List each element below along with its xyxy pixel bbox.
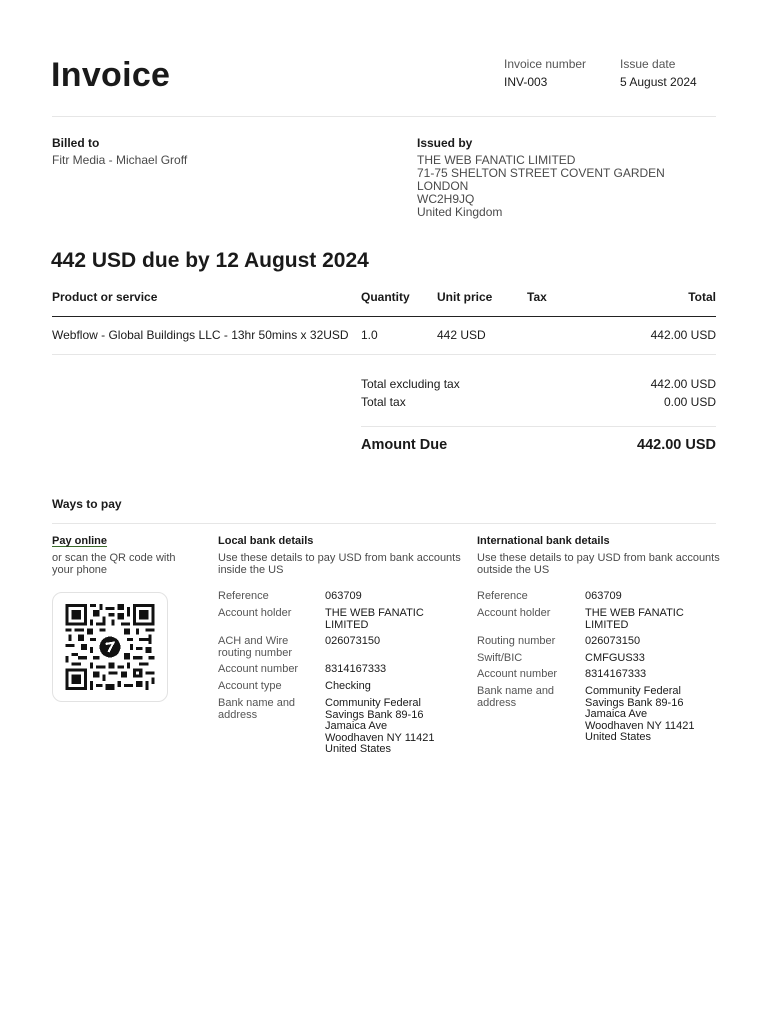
- address-line: THE WEB FANATIC LIMITED: [417, 153, 576, 167]
- summary-divider: [361, 426, 716, 427]
- intl-value: 8314167333: [585, 668, 647, 680]
- intl-bank-title: International bank details: [477, 535, 610, 547]
- local-key: Account holder: [218, 607, 292, 619]
- intl-value: CMFGUS33: [585, 652, 645, 664]
- table-header-divider: [52, 316, 716, 317]
- issue-date: 5 August 2024: [620, 75, 697, 89]
- total-tax: 0.00 USD: [663, 395, 716, 409]
- qr-code-card[interactable]: [52, 592, 168, 702]
- due-heading: 442 USD due by 12 August 2024: [51, 249, 369, 272]
- address-line: WC2H9JQ: [417, 192, 475, 206]
- intl-value: 026073150: [585, 635, 641, 647]
- intl-value: 063709: [585, 590, 622, 602]
- local-value: THE WEB FANATIC LIMITED: [325, 607, 424, 631]
- col-unit-price: Unit price: [437, 290, 493, 304]
- col-tax: Tax: [527, 290, 547, 304]
- issued-by-address: [417, 154, 665, 219]
- row-quantity: 1.0: [361, 328, 378, 342]
- amount-due-label: Amount Due: [361, 437, 448, 453]
- local-key: Account type: [218, 680, 282, 692]
- billed-to-label: Billed to: [52, 136, 100, 150]
- local-key: Bank name and address: [218, 697, 296, 721]
- row-product: Webflow - Global Buildings LLC - 13hr 50mins x 32USD: [52, 328, 349, 342]
- local-value: Checking: [325, 680, 371, 692]
- local-key: Reference: [218, 590, 269, 602]
- local-bank-desc: Use these details to pay USD from bank accounts inside the US: [218, 552, 461, 576]
- total-excl-tax: 442.00 USD: [650, 377, 716, 391]
- intl-value: THE WEB FANATIC LIMITED: [585, 607, 684, 631]
- table-row-divider: [52, 354, 716, 355]
- pay-online-link[interactable]: Pay online: [52, 535, 108, 547]
- local-bank-title: Local bank details: [218, 535, 314, 547]
- local-value: 063709: [325, 590, 362, 602]
- total-tax-label: Total tax: [361, 395, 406, 409]
- intl-key: Account number: [477, 668, 558, 680]
- amount-due: 442.00 USD: [637, 437, 716, 453]
- invoice-number: INV-003: [504, 75, 548, 89]
- ways-to-pay-divider: [52, 523, 716, 524]
- intl-key: Bank name and address: [477, 685, 555, 709]
- invoice-number-label: Invoice number: [504, 57, 587, 71]
- local-value: Community Federal Savings Bank 89-16 Jamaica Ave Woodhaven NY 11421 United States: [325, 697, 435, 755]
- header-divider: [52, 116, 716, 117]
- address-line: United Kingdom: [417, 205, 503, 219]
- intl-bank-desc: Use these details to pay USD from bank accounts outside the US: [477, 552, 720, 576]
- issue-date-label: Issue date: [620, 57, 676, 71]
- intl-key: Reference: [477, 590, 528, 602]
- ways-to-pay-title: Ways to pay: [52, 497, 122, 511]
- address-line: 71-75 SHELTON STREET COVENT GARDEN: [417, 166, 665, 180]
- col-total: Total: [688, 290, 716, 304]
- local-key: ACH and Wire routing number: [218, 635, 292, 659]
- intl-key: Account holder: [477, 607, 551, 619]
- pay-online-desc: or scan the QR code with your phone: [52, 552, 176, 576]
- col-product: Product or service: [52, 290, 158, 304]
- issued-by-label: Issued by: [417, 136, 473, 150]
- address-line: LONDON: [417, 179, 469, 193]
- col-quantity: Quantity: [361, 290, 410, 304]
- intl-key: Routing number: [477, 635, 556, 647]
- local-value: 8314167333: [325, 663, 387, 675]
- row-total: 442.00 USD: [650, 328, 716, 342]
- row-unit-price: 442 USD: [437, 328, 486, 342]
- local-value: 026073150: [325, 635, 381, 647]
- intl-value: Community Federal Savings Bank 89-16 Jamaica Ave Woodhaven NY 11421 United States: [585, 685, 695, 743]
- total-excl-tax-label: Total excluding tax: [361, 377, 460, 391]
- intl-key: Swift/BIC: [477, 652, 523, 664]
- billed-to-name: Fitr Media - Michael Groff: [52, 153, 188, 167]
- page-title: Invoice: [51, 56, 171, 94]
- local-key: Account number: [218, 663, 299, 675]
- qr-code-icon: [65, 604, 155, 690]
